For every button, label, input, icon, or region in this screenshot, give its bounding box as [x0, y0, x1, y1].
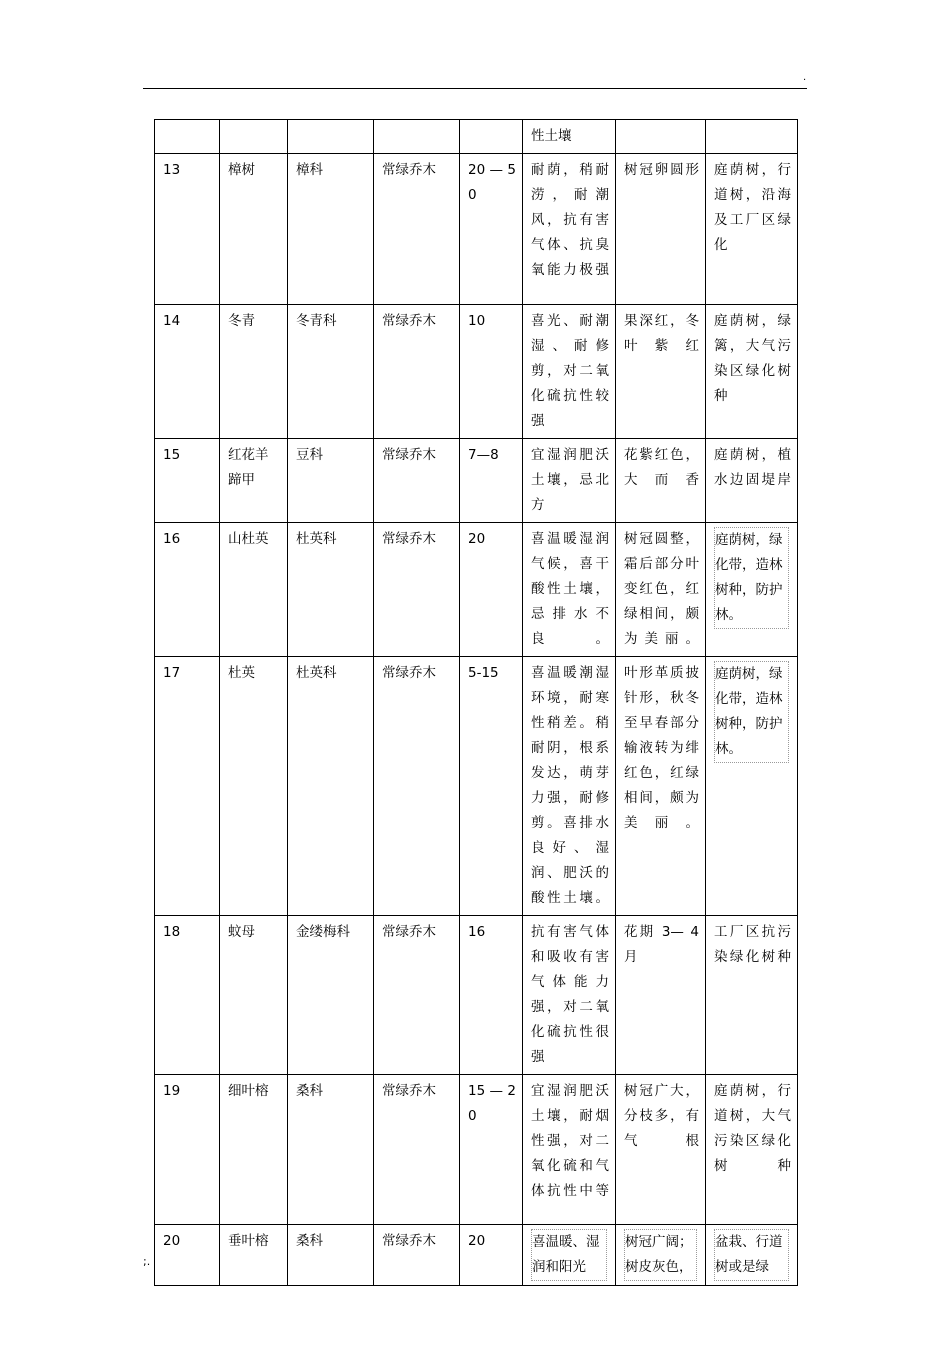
cell-num: 14	[155, 305, 220, 439]
cell-habit: 性土壤	[523, 120, 616, 154]
cell-num: 20	[155, 1225, 220, 1286]
cell-type: 常绿乔木	[374, 1075, 460, 1225]
cell-habit: 抗有害气体和吸收有害气体能力强，对二氧化硫抗性很强	[523, 916, 616, 1075]
cell-feature: 花紫红色，大而香	[616, 439, 706, 523]
cell-height: 20	[460, 1225, 523, 1286]
use-line: 盆栽、行道	[715, 1234, 783, 1250]
feature-line: 树皮灰色，	[625, 1259, 693, 1275]
table-row	[155, 523, 798, 657]
cell-num: 16	[155, 523, 220, 657]
feature-line: 树冠广阔；	[625, 1234, 693, 1250]
cell-type: 常绿乔木	[374, 305, 460, 439]
use-line: 树种，防护	[715, 582, 783, 598]
cell-name: 杜英	[220, 657, 288, 916]
use-box	[714, 527, 789, 629]
cell-feature: 花期 3— 4 月	[616, 916, 706, 1075]
cell-name: 山杜英	[220, 523, 288, 657]
cell-height: 15 — 20	[460, 1075, 523, 1225]
use-line: 化带，造林	[715, 691, 783, 707]
cell-habit: 宜湿润肥沃土壤，忌北方	[523, 439, 616, 523]
feature-box	[624, 1229, 697, 1281]
cell-family: 樟科	[288, 154, 374, 305]
cell-type: 常绿乔木	[374, 1225, 460, 1286]
use-line: 庭荫树，绿	[715, 532, 783, 548]
use-line: 林。	[715, 607, 742, 623]
cell-use	[706, 120, 798, 154]
cell-feature: 树冠圆整，霜后部分叶变红色，红绿相间，颇为美丽。	[616, 523, 706, 657]
cell-family: 冬青科	[288, 305, 374, 439]
cell-habit: 喜光、耐潮湿、耐修剪，对二氧化硫抗性较强	[523, 305, 616, 439]
table-row	[155, 154, 798, 305]
cell-height: 16	[460, 916, 523, 1075]
cell-habit: 喜温暖湿润气候，喜干酸性土壤，忌排水不良。	[523, 523, 616, 657]
cell-type: 常绿乔木	[374, 439, 460, 523]
table-row	[155, 439, 798, 523]
cell-name: 蚊母	[220, 916, 288, 1075]
cell-family: 杜英科	[288, 523, 374, 657]
use-box	[714, 661, 789, 763]
cell-feature	[616, 120, 706, 154]
cell-num: 15	[155, 439, 220, 523]
cell-height: 5-15	[460, 657, 523, 916]
cell-type	[374, 120, 460, 154]
table-row	[155, 657, 798, 916]
cell-use	[706, 523, 798, 657]
cell-feature: 叶形革质披针形，秋冬至早春部分输液转为绯红色，红绿相间，颇为美丽。	[616, 657, 706, 916]
cell-use: 庭荫树，植水边固堤岸	[706, 439, 798, 523]
cell-use	[706, 657, 798, 916]
cell-habit: 耐荫，稍耐涝，耐潮风，抗有害气体、抗臭氧能力极强	[523, 154, 616, 305]
cell-name: 冬青	[220, 305, 288, 439]
use-line: 林。	[715, 741, 742, 757]
cell-use	[706, 1225, 798, 1286]
cell-num: 17	[155, 657, 220, 916]
cell-family	[288, 120, 374, 154]
cell-habit	[523, 1225, 616, 1286]
cell-name: 樟树	[220, 154, 288, 305]
header-corner-mark: .	[803, 72, 807, 83]
cell-family: 桑科	[288, 1075, 374, 1225]
cell-habit: 喜温暖潮湿环境，耐寒性稍差。稍耐阴，根系发达，萌芽力强，耐修剪。喜排水良好、湿润、肥沃的酸性土壤。	[523, 657, 616, 916]
cell-feature: 果深红，冬叶紫红	[616, 305, 706, 439]
cell-height: 10	[460, 305, 523, 439]
cell-name: 红花羊蹄甲	[220, 439, 288, 523]
cell-use: 工厂区抗污染绿化树种	[706, 916, 798, 1075]
table-row	[155, 1075, 798, 1225]
use-line: 树或是绿	[715, 1259, 769, 1275]
cell-use: 庭荫树，行道树，大气污染区绿化树种	[706, 1075, 798, 1225]
habit-line: 喜温暖、湿	[532, 1234, 600, 1250]
cell-family: 桑科	[288, 1225, 374, 1286]
cell-num: 19	[155, 1075, 220, 1225]
cell-feature: 树冠卵圆形	[616, 154, 706, 305]
use-line: 树种，防护	[715, 716, 783, 732]
header-rule	[143, 88, 807, 89]
cell-num	[155, 120, 220, 154]
cell-type: 常绿乔木	[374, 657, 460, 916]
cell-habit: 宜湿润肥沃土壤，耐烟性强，对二氧化硫和气体抗性中等	[523, 1075, 616, 1225]
habit-box	[531, 1229, 607, 1281]
cell-family: 豆科	[288, 439, 374, 523]
cell-feature: 树冠广大，分枝多，有气根	[616, 1075, 706, 1225]
use-line: 化带，造林	[715, 557, 783, 573]
footer-mark: ;.	[143, 1255, 151, 1268]
cell-height: 7—8	[460, 439, 523, 523]
cell-use: 庭荫树，绿篱，大气污染区绿化树种	[706, 305, 798, 439]
table-row	[155, 305, 798, 439]
cell-num: 18	[155, 916, 220, 1075]
plant-table	[154, 119, 798, 1286]
use-line: 庭荫树，绿	[715, 666, 783, 682]
cell-family: 金缕梅科	[288, 916, 374, 1075]
cell-name: 细叶榕	[220, 1075, 288, 1225]
cell-height	[460, 120, 523, 154]
cell-feature	[616, 1225, 706, 1286]
cell-type: 常绿乔木	[374, 154, 460, 305]
use-box	[714, 1229, 789, 1281]
cell-type: 常绿乔木	[374, 523, 460, 657]
habit-line: 润和阳光	[532, 1259, 586, 1275]
cell-name: 垂叶榕	[220, 1225, 288, 1286]
table-row	[155, 1225, 798, 1286]
cell-name	[220, 120, 288, 154]
cell-height: 20 — 50	[460, 154, 523, 305]
cell-type: 常绿乔木	[374, 916, 460, 1075]
cell-height: 20	[460, 523, 523, 657]
cell-num: 13	[155, 154, 220, 305]
table-row	[155, 916, 798, 1075]
table-row	[155, 120, 798, 154]
cell-use: 庭荫树，行道树，沿海及工厂区绿化	[706, 154, 798, 305]
cell-family: 杜英科	[288, 657, 374, 916]
